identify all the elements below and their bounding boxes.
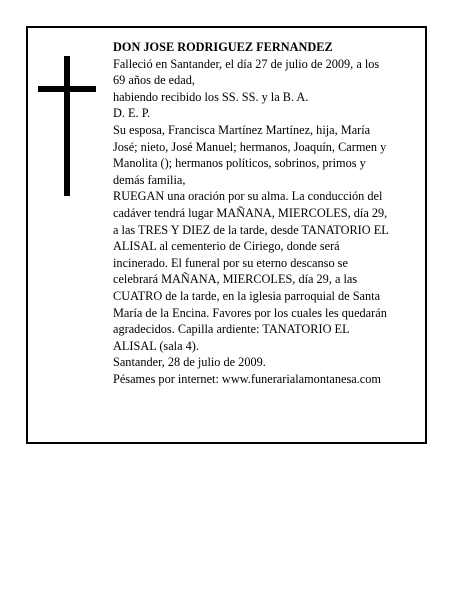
family-list: Su esposa, Francisca Martínez Martínez, hija, María José; nieto, José Manuel; hermanos, Joaquín, Carmen y Manolita (); hermanos políticos, sobrinos, primos y demás familia, — [113, 122, 387, 187]
cross-vertical-bar — [64, 56, 70, 196]
obituary-text — [113, 39, 393, 387]
passing-statement: Falleció en Santander, el día 27 de julio de 2009, a los 69 años de edad, — [113, 56, 380, 88]
condolences-link: Pésames por internet: www.funerarialamontanesa.com — [113, 371, 381, 386]
rest-in-peace: D. E. P. — [113, 106, 151, 121]
cross-horizontal-bar — [38, 86, 96, 92]
deceased-name: DON JOSE RODRIGUEZ FERNANDEZ — [113, 40, 333, 54]
sacraments-statement: habiendo recibido los SS. SS. y la B. A. — [113, 89, 309, 104]
place-date: Santander, 28 de julio de 2009. — [113, 355, 266, 370]
funeral-details: RUEGAN una oración por su alma. La conducción del cadáver tendrá lugar MAÑANA, MIERCOLES, día 29, a las TRES Y DIEZ de la tarde, desde TANATORIO EL ALISAL al cementerio de Ciriego, donde será incinerado. El funeral por su eterno descanso se celebrará MAÑANA, MIERCOLES, día 29, a las CUATRO de la tarde, en la iglesia parroquial de Santa María de la Encina. Favores por los cuales les quedarán agradecidos. Capilla ardiente: TANATORIO EL ALISAL (sala 4). — [113, 189, 389, 353]
